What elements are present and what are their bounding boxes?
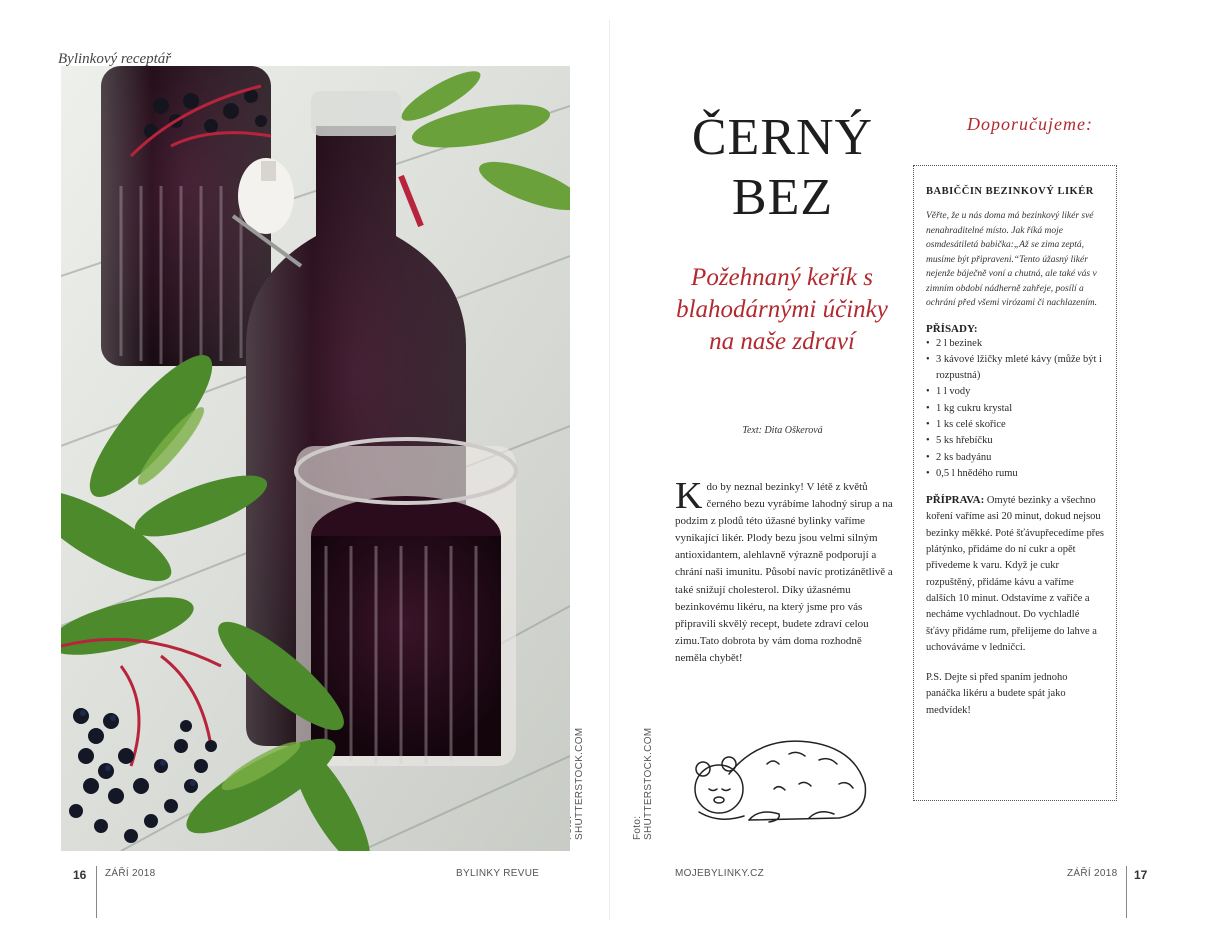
article-title-line1: ČERNÝ: [691, 109, 874, 166]
recipe-box: [913, 165, 1117, 801]
footer-date-left: ZÁŘÍ 2018: [105, 868, 156, 879]
recipe-intro: Věřte, že u nás doma má bezinkový likér své nenahraditelné místo. Jak říká moje osmdesátiletá babička:„Až se zima zeptá, musíme být připraveni.“Tento úžasný likér nejenže báječně voní a chutná, ale také vás v zimním období nádherně zahřeje, posílí a ochrání před všemi virózami či nachlazením.: [926, 211, 1097, 308]
ingredient-item: • 2 ks badyánu: [926, 450, 1104, 466]
recipe-title: BABIČČIN BEZINKOVÝ LIKÉR: [926, 186, 1094, 197]
photo-credit-left: SHUTTERSTOCK.COM: [574, 727, 585, 840]
page-number-right: 17: [1134, 868, 1148, 882]
article-title-line2: BEZ: [731, 169, 834, 226]
sleeping-bear-illustration: [689, 734, 871, 826]
ingredient-item: • 5 ks hřebíčku: [926, 433, 1104, 449]
drop-cap: K: [675, 475, 703, 517]
ingredient-item: • 2 l bezinek: [926, 336, 1104, 352]
preparation: [926, 492, 1104, 656]
ingredient-item: • 1 l vody: [926, 384, 1104, 400]
article-body-text: do by neznal bezinky! V létě z květů černého bezu vyrábíme lahodný sirup a na podzim z plodů této úžasné bylinky vaříme vynikající likér. Plody bezu jsou velmi silným antioxidantem, alehlavně výrazně podporují a chrání naši imunitu. Působí navíc protizánětlivě a také snižují cholesterol. Díky úžasnému bezinkovému likéru, na který jsme pro vás připravili skvělý recept, budete zdraví celou zimu.Tato dobrota by vám doma rozhodně neměla chybět!: [675, 481, 893, 664]
page-gutter: [609, 20, 610, 920]
footer-website: MOJEBYLINKY.CZ: [675, 868, 765, 879]
page-number-left: 16: [73, 868, 87, 882]
article-title: [660, 108, 905, 228]
article-subtitle: Požehnaný keřík s blahodárnými účinky na naše zdraví: [676, 264, 888, 355]
ingredient-item: • 1 kg cukru krystal: [926, 401, 1104, 417]
ingredients-heading: PŘÍSADY:: [926, 322, 978, 335]
ingredients-list: [926, 336, 1104, 483]
ingredient-item: • 3 kávové lžičky mleté kávy (může být i rozpustná): [926, 352, 1104, 385]
ingredient-item: • 1 ks celé skořice: [926, 417, 1104, 433]
ingredient-item: • 0,5 l hnědého rumu: [926, 466, 1104, 482]
article-body: [675, 475, 895, 667]
footer-magazine: BYLINKY REVUE: [456, 868, 540, 879]
footer-divider-right: [1126, 866, 1127, 918]
photo-illustration: [61, 66, 570, 851]
article-author: Text: Dita Oškerová: [742, 425, 823, 436]
elderberry-photo: [61, 66, 570, 851]
footer-date-right: ZÁŘÍ 2018: [1067, 868, 1118, 879]
footer-divider-left: [96, 866, 97, 918]
recommend-label: Doporučujeme:: [967, 114, 1093, 134]
recipe-postscript: P.S. Dejte si před spaním jednoho panáčka likéru a budete spát jako medvídek!: [926, 672, 1068, 716]
section-label: Bylinkový receptář: [58, 51, 172, 67]
photo-credit-right: Foto: SHUTTERSTOCK.COM: [632, 727, 654, 840]
preparation-heading: PŘÍPRAVA:: [926, 494, 985, 507]
preparation-text: Omyté bezinky a všechno koření vaříme asi 20 minut, dokud nejsou bezinky měkké. Poté šťávupřecedíme přes plátýnko, přidáme do ní cukr a opět přivedeme k varu. Když je cukr rozpuštěný, přidáme kávu a vaříme dalších 10 minut. Odstavíme z vařiče a necháme vychladnout. Do vychladlé šťávy přidáme rum, přelijeme do lahve a uchováváme v ledničci.: [926, 495, 1104, 653]
bear-icon: [689, 734, 871, 826]
